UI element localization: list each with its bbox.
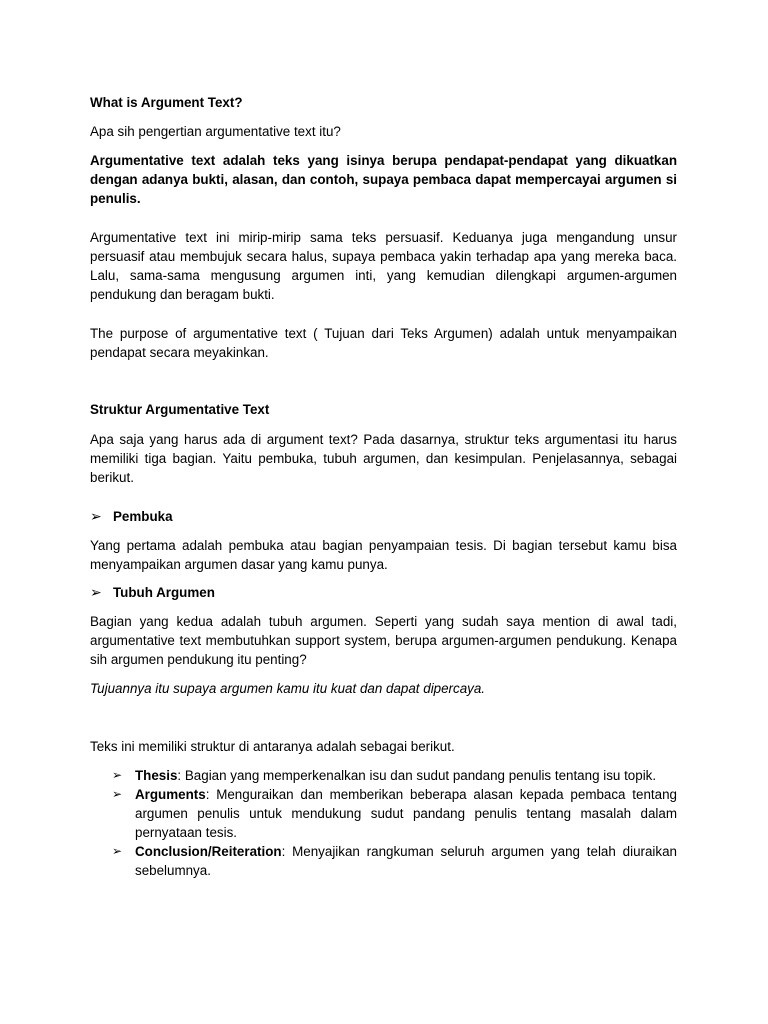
heading-struktur: Struktur Argumentative Text <box>90 402 270 417</box>
list-text: : Menguraikan dan memberikan beberapa alasan kepada pembaca tentang argumen penulis untuk mendukung sudut pandang penulis tentang masalah dalam pernyataan tesis. <box>135 787 677 840</box>
section-tubuh-argumen <box>90 583 215 602</box>
paragraph-persuasive: Argumentative text ini mirip-mirip sama teks persuasif. Keduanya juga mengandung unsur persuasif atau membujuk secara halus, supaya pembaca yakin terhadap apa yang mereka baca. Lalu, sama-sama mengusung argumen inti, yang kemudian dilengkapi argumen-argumen pendukung dan beragam bukti. <box>90 230 677 302</box>
heading-what-is-argument-text: What is Argument Text? <box>90 95 243 110</box>
tubuh-title: Tubuh Argumen <box>113 585 215 600</box>
question-pengertian: Apa sih pengertian argumentative text itu? <box>90 124 341 139</box>
paragraph-pembuka: Yang pertama adalah pembuka atau bagian penyampaian tesis. Di bagian tersebut kamu bisa menyampaikan argumen dasar yang kamu punya. <box>90 538 677 572</box>
paragraph-tubuh: Bagian yang kedua adalah tubuh argumen. Seperti yang sudah saya mention di awal tadi, argumentative text membutuhkan support system, berupa argumen-argumen pendukung. Kenapa sih argumen pendukung itu penting? <box>90 614 677 667</box>
structure-list <box>112 766 677 880</box>
list-text: : Bagian yang memperkenalkan isu dan sudut pandang penulis tentang isu topik. <box>177 768 657 783</box>
list-term: Conclusion/Reiteration <box>135 844 282 859</box>
paragraph-tubuh-italic: Tujuannya itu supaya argumen kamu itu kuat dan dapat dipercaya. <box>90 681 486 696</box>
arrow-bullet-icon: ➢ <box>112 844 123 858</box>
definition-paragraph: Argumentative text adalah teks yang isinya berupa pendapat-pendapat yang dikuatkan dengan adanya bukti, alasan, dan contoh, supaya pembaca dapat mempercayai argumen si penulis. <box>90 153 677 206</box>
arrow-bullet-icon: ➢ <box>90 584 102 600</box>
arrow-bullet-icon: ➢ <box>112 768 123 782</box>
paragraph-struktur: Apa saja yang harus ada di argument text? Pada dasarnya, struktur teks argumentasi itu harus memiliki tiga bagian. Yaitu pembuka, tubuh argumen, dan kesimpulan. Penjelasannya, sebagai berikut. <box>90 432 677 485</box>
list-item-arguments <box>112 785 677 842</box>
list-term: Thesis <box>135 768 178 783</box>
list-text: : Menyajikan rangkuman seluruh argumen yang telah diuraikan sebelumnya. <box>135 844 677 878</box>
pembuka-title: Pembuka <box>113 509 173 524</box>
section-pembuka <box>90 507 173 526</box>
arrow-bullet-icon: ➢ <box>112 787 123 801</box>
paragraph-purpose: The purpose of argumentative text ( Tujuan dari Teks Argumen) adalah untuk menyampaikan pendapat secara meyakinkan. <box>90 326 677 360</box>
list-item-conclusion <box>112 842 677 880</box>
list-item-thesis <box>112 766 677 785</box>
arrow-bullet-icon: ➢ <box>90 508 102 524</box>
paragraph-struktur-intro: Teks ini memiliki struktur di antaranya adalah sebagai berikut. <box>90 739 455 754</box>
list-term: Arguments <box>135 787 206 802</box>
